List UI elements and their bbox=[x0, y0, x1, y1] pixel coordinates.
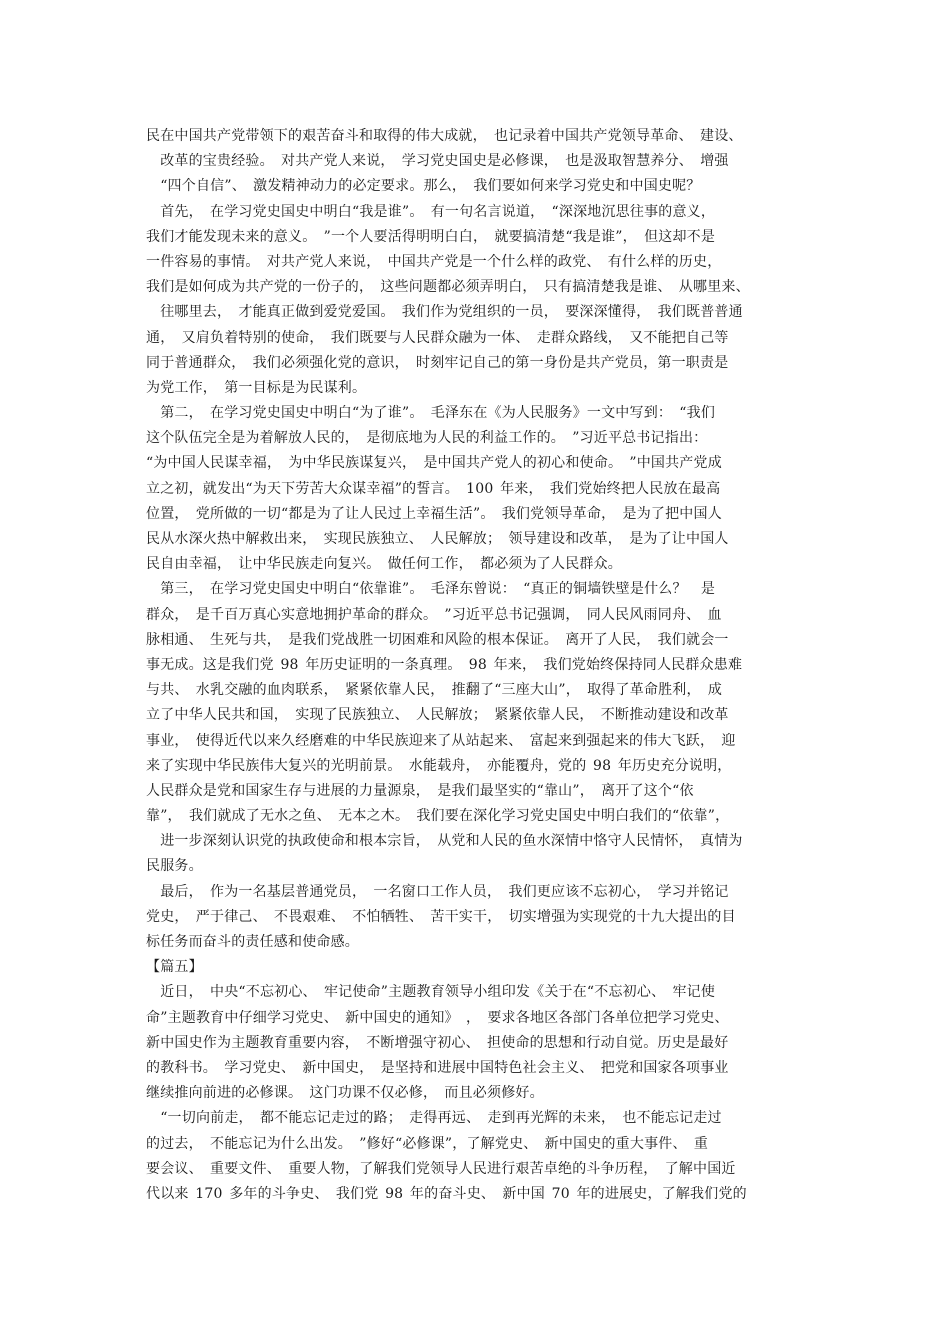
third-point-paragraph bbox=[146, 577, 810, 879]
section-five-body-paragraph bbox=[146, 1106, 810, 1207]
text-line: 一件容易的事情。 对共产党人来说， 中国共产党是一个什么样的政党、 有什么样的历史， bbox=[146, 253, 722, 270]
text-line: 人民群众是党和国家生存与进展的力量源泉， 是我们最坚实的“靠山”， 离开了这个“依 bbox=[146, 782, 694, 799]
section-heading bbox=[146, 955, 810, 980]
text-line: 通， 又肩负着特别的使命， 我们既要与人民群众融为一体、 走群众路线， 又不能把自己等 bbox=[146, 329, 729, 346]
text-line: 立了中华人民共和国， 实现了民族独立、 人民解放； 紧紧依靠人民， 不断推动建设和改革 bbox=[146, 707, 729, 724]
text-line: 党史， 严于律己、 不畏艰难、 不怕牺牲、 苦干实干， 切实增强为实现党的十九大提出的目 bbox=[146, 908, 736, 925]
text-line: 第二， 在学习党史国史中明白“为了谁”。 毛泽东在《为人民服务》一文中写到： “我们 bbox=[146, 405, 716, 422]
first-point-paragraph bbox=[146, 200, 810, 402]
document-body bbox=[146, 124, 810, 1207]
second-point-paragraph bbox=[146, 401, 810, 577]
text-line: 标任务而奋斗的责任感和使命感。 bbox=[146, 934, 359, 950]
text-line: 继续推向前进的必修课。 这门功课不仅必修， 而且必须修好。 bbox=[146, 1085, 544, 1102]
text-line: 同于普通群众， 我们必须强化党的意识， 时刻牢记自己的第一身份是共产党员，第一职责是 bbox=[146, 354, 729, 371]
text-line: 第三， 在学习党史国史中明白“依靠谁”。 毛泽东曾说： “真正的铜墙铁壁是什么？ 是 bbox=[146, 581, 716, 598]
text-line: 改革的宝贵经验。 对共产党人来说， 学习党史国史是必修课， 也是汲取智慧养分、 增强 bbox=[146, 153, 729, 170]
text-line: 民自由幸福， 让中华民族走向复兴。 做任何工作， 都必须为了人民群众。 bbox=[146, 556, 622, 573]
text-line: 民在中国共产党带领下的艰苦奋斗和取得的伟大成就， 也记录着中国共产党领导革命、 建设、 bbox=[146, 128, 743, 144]
text-line: 进一步深刻认识党的执政使命和根本宗旨， 从党和人民的鱼水深情中恪守人民情怀， 真情为 bbox=[146, 833, 743, 850]
text-line: 新中国史作为主题教育重要内容， 不断增强守初心、 担使命的思想和行动自觉。历史是最好 bbox=[146, 1034, 729, 1051]
text-line: “一切向前走， 都不能忘记走过的路； 走得再远、 走到再光辉的未来， 也不能忘记走过 bbox=[146, 1110, 722, 1127]
text-line: 这个队伍完全是为着解放人民的， 是彻底地为人民的利益工作的。 ”习近平总书记指出： bbox=[146, 430, 708, 447]
text-line: 来了实现中华民族伟大复兴的光明前景。 水能载舟， 亦能覆舟，党的 98 年历史充分说明， bbox=[146, 757, 732, 774]
text-line: 要会议、 重要文件、 重要人物，了解我们党领导人民进行艰苦卓绝的斗争历程， 了解中国近 bbox=[146, 1160, 736, 1177]
text-line: 命”主题教育中仔细学习党史、 新中国史的通知》 ， 要求各地区各部门各单位把学习党史、 bbox=[146, 1009, 729, 1026]
text-line: 近日， 中央“不忘初心、 牢记使命”主题教育领导小组印发《关于在“不忘初心、 牢记使 bbox=[146, 984, 716, 1001]
text-line: “为中国人民谋幸福， 为中华民族谋复兴， 是中国共产党人的初心和使命。 ”中国共产党成 bbox=[146, 455, 722, 472]
text-line: 的过去， 不能忘记为什么出发。 ”修好“必修课”，了解党史、 新中国史的重大事件、 重 bbox=[146, 1135, 709, 1152]
text-line: 【篇五】 bbox=[146, 959, 203, 976]
text-line: 位置， 党所做的一切“都是为了让人民过上幸福生活”。 我们党领导革命， 是为了把中国人 bbox=[146, 505, 722, 522]
text-line: 靠”， 我们就成了无水之鱼、 无本之木。 我们要在深化学习党史国史中明白我们的“依靠”， bbox=[146, 808, 730, 825]
text-line: 群众， 是千百万真心实意地拥护革命的群众。 ”习近平总书记强调， 同人民风雨同舟、 血 bbox=[146, 606, 722, 623]
intro-paragraph bbox=[146, 124, 810, 200]
final-point-paragraph bbox=[146, 880, 810, 956]
section-five-intro-paragraph bbox=[146, 980, 810, 1106]
text-line: 立之初，就发出“为天下劳苦大众谋幸福”的誓言。 100 年来， 我们党始终把人民放在最高 bbox=[146, 480, 721, 497]
text-line: 事无成。这是我们党 98 年历史证明的一条真理。 98 年来， 我们党始终保持同人民群众患难 bbox=[146, 656, 743, 673]
text-line: 脉相通、 生死与共， 是我们党战胜一切困难和风险的根本保证。 离开了人民， 我们就会一 bbox=[146, 631, 729, 648]
text-line: 往哪里去， 才能真正做到爱党爱国。 我们作为党组织的一员， 要深深懂得， 我们既普普通 bbox=[146, 304, 743, 321]
text-line: 的教科书。 学习党史、 新中国史， 是坚持和进展中国特色社会主义、 把党和国家各项事业 bbox=[146, 1059, 729, 1076]
text-line: 我们才能发现未来的意义。 ”一个人要活得明明白白， 就要搞清楚“我是谁”， 但这却不是 bbox=[146, 228, 716, 245]
text-line: 与共、 水乳交融的血肉联系， 紧紧依靠人民， 推翻了“三座大山”， 取得了革命胜利， 成 bbox=[146, 682, 723, 699]
text-line: 代以来 170 多年的斗争史、 我们党 98 年的奋斗史、 新中国 70 年的进展史，了解我们党的 bbox=[146, 1185, 747, 1202]
text-line: 最后， 作为一名基层普通党员， 一名窗口工作人员， 我们更应该不忘初心， 学习并铭记 bbox=[146, 883, 729, 900]
text-line: 我们是如何成为共产党的一份子的， 这些问题都必须弄明白， 只有搞清楚我是谁、 从哪里来、 bbox=[146, 279, 750, 296]
text-line: 民从水深火热中解救出来， 实现民族独立、 人民解放； 领导建设和改革， 是为了让中国人 bbox=[146, 531, 729, 547]
text-line: “四个自信”、 激发精神动力的必定要求。那么， 我们要如何来学习党史和中国史呢？ bbox=[146, 178, 701, 195]
text-line: 事业， 使得近代以来久经磨难的中华民族迎来了从站起来、 富起来到强起来的伟大飞跃， 迎 bbox=[146, 732, 736, 749]
text-line: 民服务。 bbox=[146, 858, 203, 875]
text-line: 首先， 在学习党史国史中明白“我是谁”。 有一句名言说道， “深深地沉思往事的意义， bbox=[146, 203, 716, 220]
text-line: 为党工作， 第一目标是为民谋利。 bbox=[146, 379, 367, 396]
